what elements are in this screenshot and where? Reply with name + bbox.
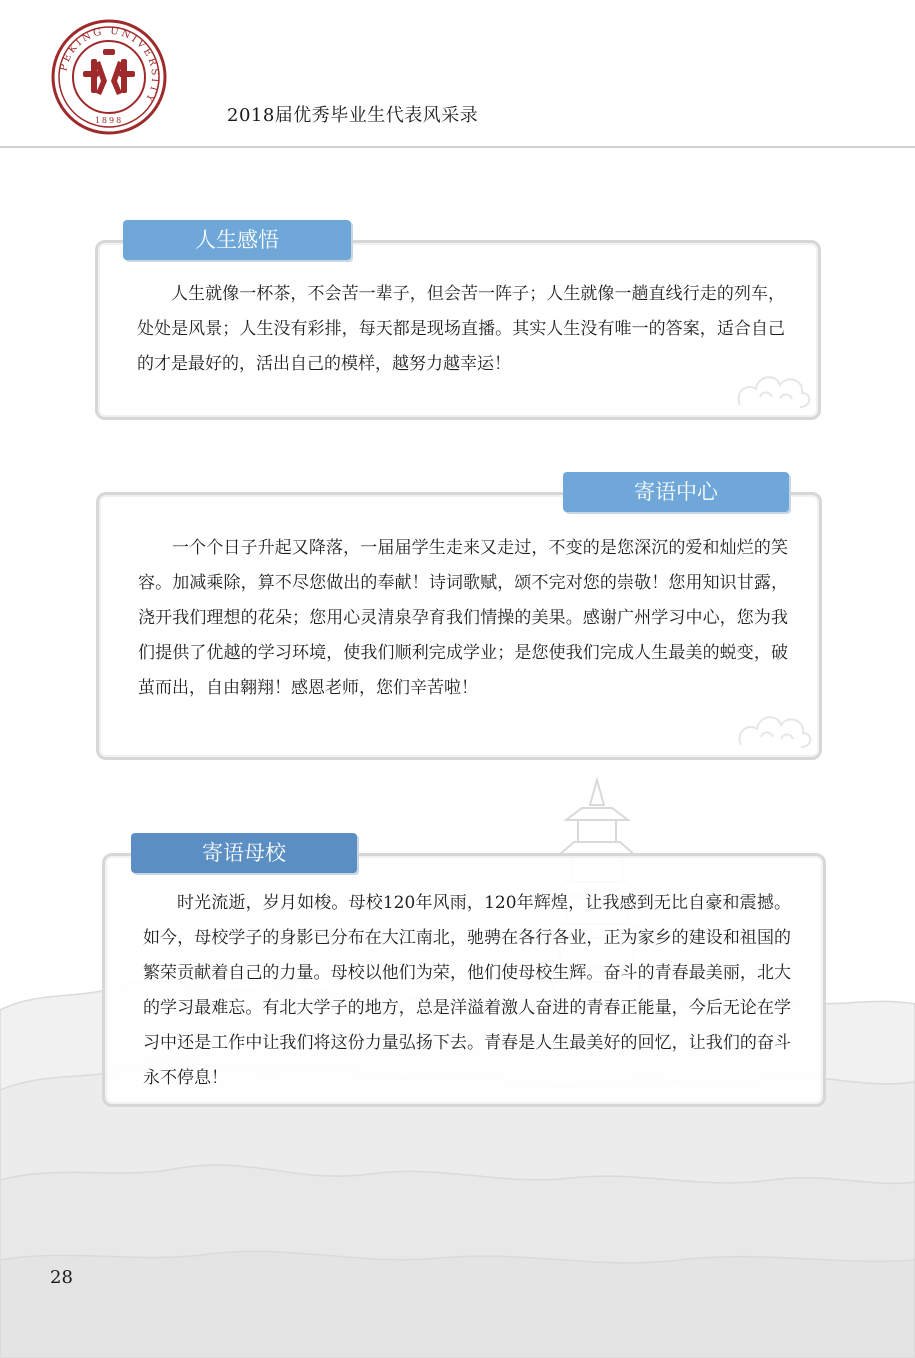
header-title: 2018届优秀毕业生代表风采录 — [227, 105, 479, 126]
header-divider — [0, 146, 915, 148]
section-text-life-reflection — [137, 277, 785, 382]
page-number: 28 — [50, 1267, 73, 1288]
seal-text: PEKING UNIVERSITY — [58, 25, 161, 106]
svg-text:PEKING UNIVERSITY — [58, 26, 160, 105]
seal-year: 1898 — [94, 116, 124, 125]
peking-university-seal — [51, 19, 167, 135]
cloud-ornament-icon — [731, 701, 815, 753]
section-tag-message-to-alma-mater: 寄语母校 — [131, 833, 357, 873]
paragraph: 时光流逝，岁月如梭。母校120年风雨，120年辉煌，让我感到无比自豪和震撼。如今，母校学子的身影已分布在大江南北，驰骋在各行各业，正为家乡的建设和祖国的繁荣贡献着自己的力量。母校以他们为荣，他们使母校生辉。奋斗的青春最美丽，北大的学习最难忘。有北大学子的地方，总是洋溢着激人奋进的青春正能量，今后无论在学习中还是工作中让我们将这份力量弘扬下去。青春是人生最美好的回忆，让我们的奋斗永不停息！ — [143, 893, 791, 1088]
section-text-message-to-alma-mater — [143, 886, 791, 1096]
paragraph: 人生就像一杯茶，不会苦一辈子，但会苦一阵子；人生就像一趟直线行走的列车，处处是风景；人生没有彩排，每天都是现场直播。其实人生没有唯一的答案，适合自己的才是最好的，活出自己的模样，越努力越幸运！ — [137, 284, 785, 374]
page-header — [0, 0, 915, 150]
section-tag-message-to-center: 寄语中心 — [563, 472, 789, 512]
section-text-message-to-center — [138, 531, 788, 706]
paragraph: 一个个日子升起又降落，一届届学生走来又走过，不变的是您深沉的爱和灿烂的笑容。加减乘除，算不尽您做出的奉献！诗词歌赋，颂不完对您的崇敬！您用知识甘露，浇开我们理想的花朵；您用心灵清泉孕育我们情操的美果。感谢广州学习中心，您为我们提供了优越的学习环境，使我们顺利完成学业；是您使我们完成人生最美的蜕变，破茧而出，自由翱翔！感恩老师，您们辛苦啦！ — [138, 538, 788, 698]
section-tag-life-reflection: 人生感悟 — [123, 220, 351, 260]
